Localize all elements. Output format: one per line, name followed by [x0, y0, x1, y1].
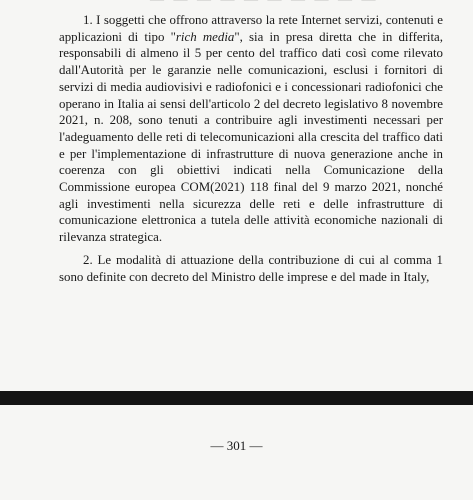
comma-1-rest: ", sia in presa diretta che in differita, responsabili di almeno il 5 per cento del traffico dati così come rilevato dall'Autorità per le garanzie nelle comunicazioni, esclusi i fornitori di servizi di media audiovisivi e radiofonici e i concessionari radiofonici che operano in Italia ai sensi dell'articolo 2 del decreto legislativo 8 novembre 2021, n. 208, sono tenuti a contribuire agli investimenti necessari per l'adeguamento delle reti di telecomunicazioni alla crescita del traffico dati e per l'implementazione di infrastrutture di nuova generazione anche in coerenza con gli obiettivi indicati nella Comunicazione della Commissione europea COM(2021) 118 final del 9 marzo 2021, nonché agli investimenti nella sicurezza delle reti e delle infrastrutture di comunicazione elettronica a tutela delle attività economiche nazionali di rilevanza strategica. — [59, 29, 443, 245]
page-number: — 301 — — [210, 438, 263, 453]
page-divider-band — [0, 391, 473, 405]
comma-1-opening: 1. I soggetti che offrono attraverso la rete Internet servizi, contenuti e applicazioni di tipo " — [59, 13, 443, 44]
header-cut-text — [150, 0, 410, 8]
page-top-edge — [0, 0, 473, 8]
paragraph-comma-2: 2. Le modalità di attuazione della contribuzione di cui al comma 1 sono definite con decreto del Ministro delle imprese e del made in Italy, — [59, 252, 443, 284]
comma-1-italic-term: rich media — [175, 29, 235, 44]
paragraph-comma-1 — [59, 12, 443, 246]
body-text — [59, 12, 443, 285]
